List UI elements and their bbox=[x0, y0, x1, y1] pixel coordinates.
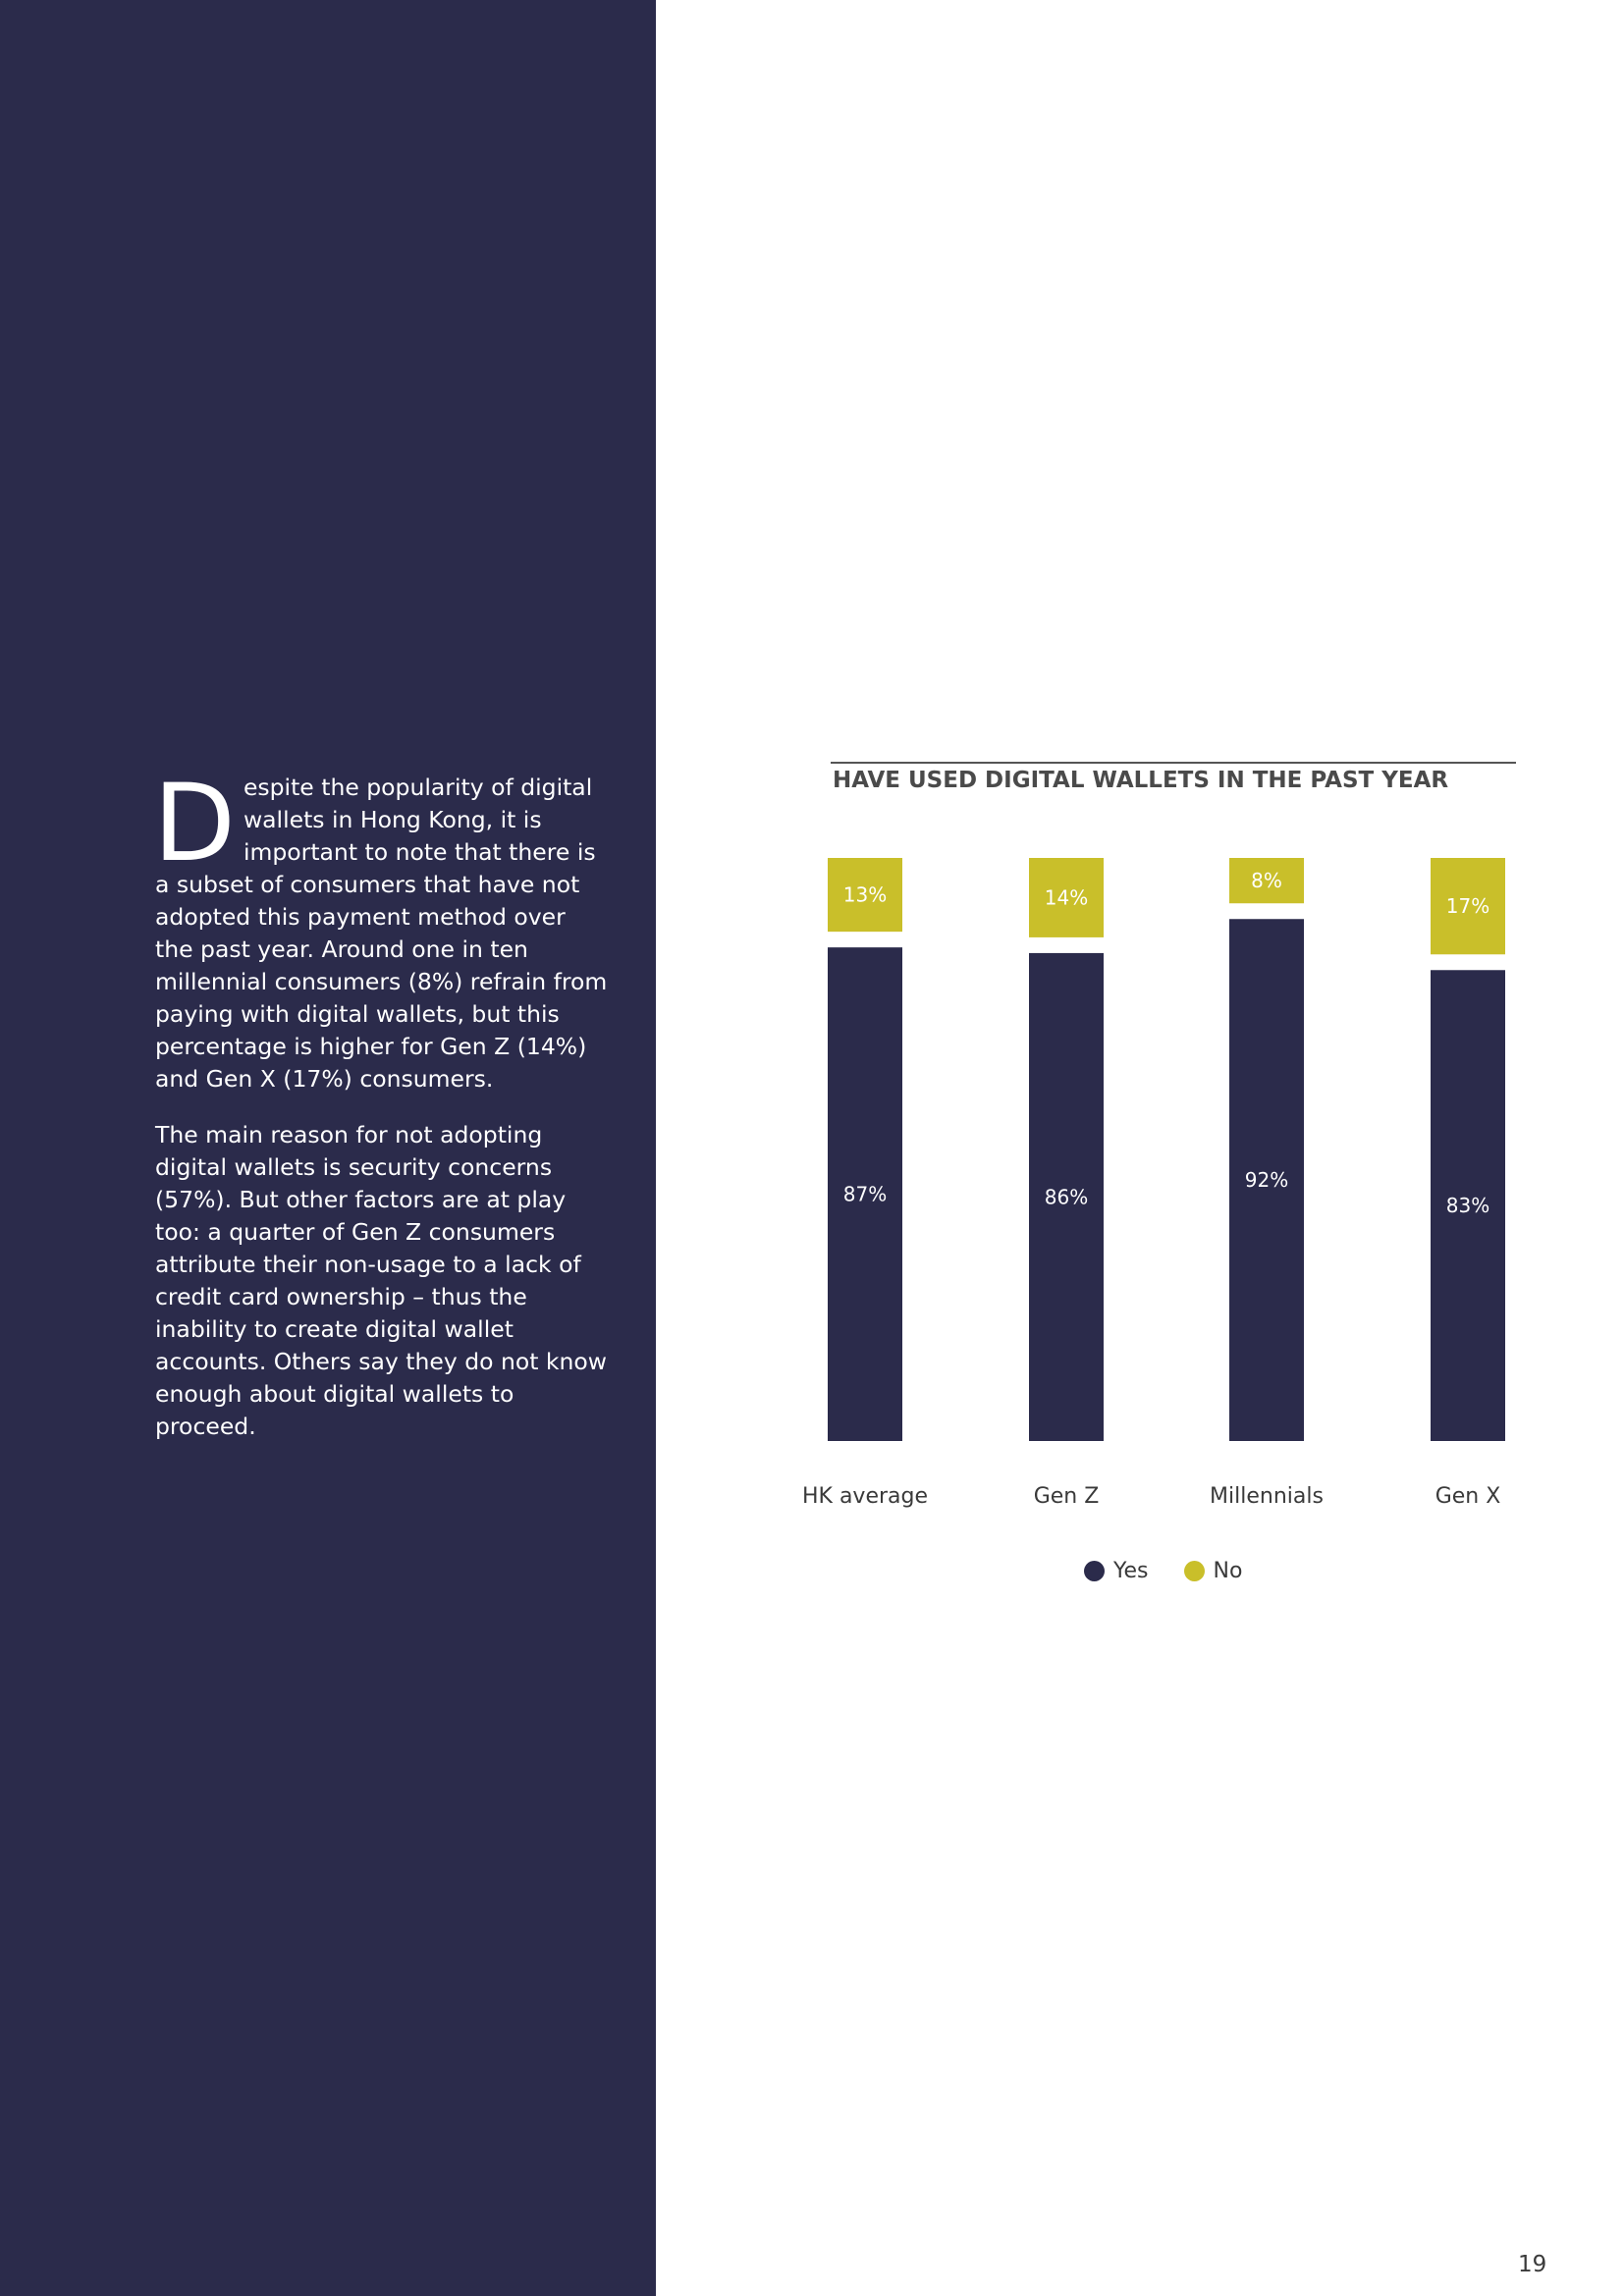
legend-label-no: No bbox=[1213, 1558, 1243, 1583]
legend-dot-no bbox=[1184, 1561, 1205, 1581]
data-label-yes-0: 87% bbox=[842, 1182, 888, 1206]
legend-item-no bbox=[1184, 1559, 1243, 1583]
category-label-2: Millennials bbox=[1210, 1484, 1324, 1509]
data-label-no-2: 8% bbox=[1251, 869, 1282, 893]
data-label-yes-2: 92% bbox=[1244, 1168, 1289, 1193]
chart-legend bbox=[1084, 1554, 1277, 1587]
page-number: 19 bbox=[1518, 2252, 1547, 2277]
drop-cap: D bbox=[153, 761, 236, 885]
data-label-yes-3: 83% bbox=[1445, 1194, 1490, 1218]
paragraph-2: The main reason for not adopting digital wallets is security concerns (57%). But other factors are at play too: a quarter of Gen Z consumers attribute their non-usage to a lack of credit card ownership – thus the inability to create digital wallet accounts. Others say they do not know enough about digital wallets to proceed. bbox=[155, 1121, 608, 1440]
data-label-yes-1: 86% bbox=[1044, 1185, 1089, 1209]
category-label-3: Gen X bbox=[1435, 1484, 1501, 1509]
data-label-no-1: 14% bbox=[1044, 885, 1089, 910]
chart-title: HAVE USED DIGITAL WALLETS IN THE PAST YEAR bbox=[833, 768, 1449, 793]
data-label-no-0: 13% bbox=[842, 882, 888, 907]
legend-item-yes bbox=[1084, 1559, 1149, 1583]
category-label-0: HK average bbox=[801, 1484, 929, 1509]
data-label-no-3: 17% bbox=[1445, 894, 1490, 919]
legend-dot-yes bbox=[1084, 1561, 1105, 1581]
paragraph-1-text: espite the popularity of digital wallets in Hong Kong, it is important to note that there is a subset of consumers that have not adopted this payment method over the past year. Around one in ten millennial consumers (8%) refrain from paying with digital wallets, but this percentage is higher for Gen Z (14%) and Gen X (17%) consumers. bbox=[155, 774, 608, 1093]
legend-label-yes: Yes bbox=[1113, 1558, 1149, 1583]
category-label-1: Gen Z bbox=[1033, 1484, 1100, 1509]
